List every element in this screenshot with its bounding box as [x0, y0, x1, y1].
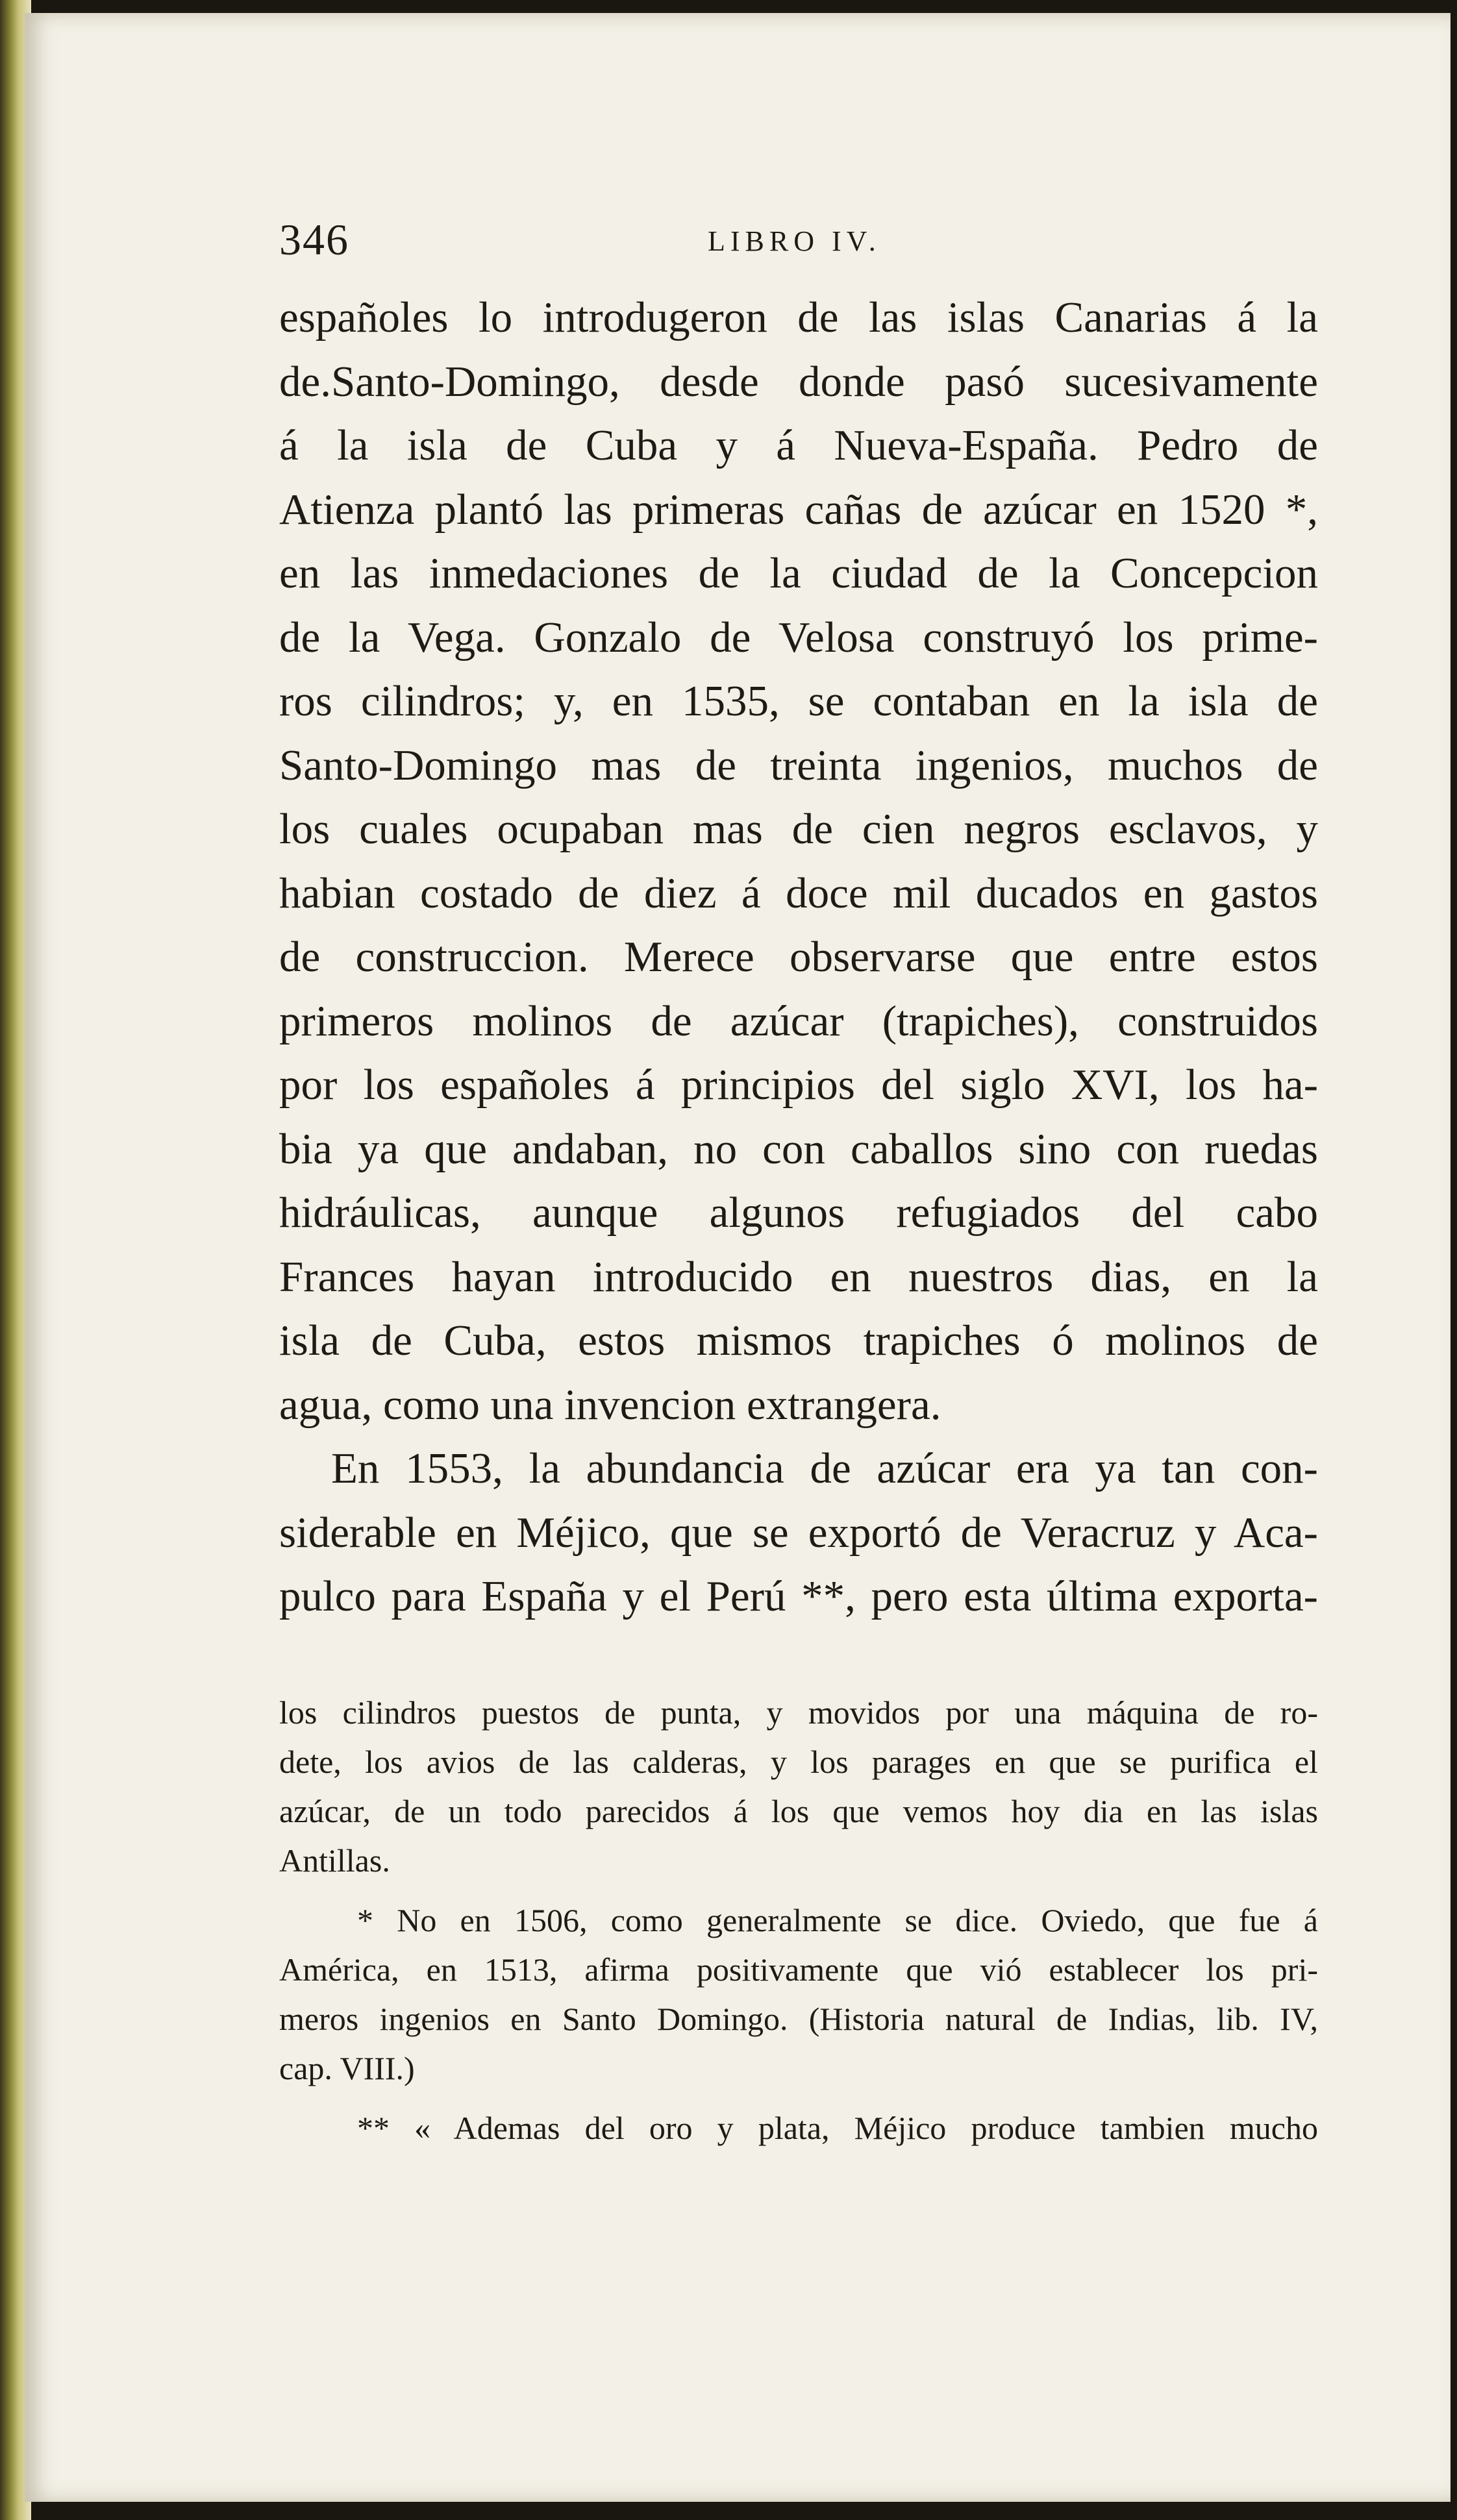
footnote-line: ** « Ademas del oro y plata, Méjico produce tambien mucho: [357, 2110, 1318, 2146]
text-line: de la Vega. Gonzalo de Velosa construyó los prime-: [279, 613, 1318, 661]
text-line: los cuales ocupaban mas de cien negros esclavos, y: [279, 805, 1318, 853]
footnote-line: meros ingenios en Santo Domingo. (Historia natural de Indias, lib. IV,: [279, 2001, 1318, 2037]
text-line: Santo-Domingo mas de treinta ingenios, muchos de: [279, 741, 1318, 789]
text-line: ros cilindros; y, en 1535, se contaban en la isla de: [279, 677, 1318, 725]
text-line: agua, como una invencion extrangera.: [279, 1380, 941, 1429]
page-number: 346: [279, 215, 349, 264]
text-line: primeros molinos de azúcar (trapiches), construidos: [279, 996, 1318, 1045]
text-line: hidráulicas, aunque algunos refugiados del cabo: [279, 1189, 1318, 1237]
text-line: habian costado de diez á doce mil ducados en gastos: [279, 869, 1318, 917]
footnote-line: azúcar, de un todo parecidos á los que vemos hoy dia en las islas: [279, 1793, 1318, 1829]
text-line: siderable en Méjico, que se exportó de Veracruz y Aca-: [279, 1508, 1318, 1557]
footnote-line: América, en 1513, afirma positivamente que vió establecer los pri-: [279, 1951, 1318, 1988]
text-line: Frances hayan introducido en nuestros dias, en la: [279, 1252, 1318, 1301]
text-line: españoles lo introdugeron de las islas Canarias á la: [279, 293, 1318, 341]
text-line: á la isla de Cuba y á Nueva-España. Pedro de: [279, 421, 1318, 469]
body-text: [279, 286, 1318, 1629]
text-line: de construccion. Merece observarse que entre estos: [279, 933, 1318, 981]
text-line: en las inmedaciones de la ciudad de la Concepcion: [279, 549, 1318, 597]
text-line: por los españoles á principios del siglo XVI, los ha-: [279, 1061, 1318, 1109]
page-header: [279, 214, 1314, 266]
footnote-line: cap. VIII.): [279, 2050, 415, 2086]
text-line: bia ya que andaban, no con caballos sino con ruedas: [279, 1124, 1318, 1173]
text-line: Atienza plantó las primeras cañas de azúcar en 1520 *,: [279, 485, 1318, 534]
footnote-line: Antillas.: [279, 1842, 390, 1879]
text-line: En 1553, la abundancia de azúcar era ya tan con-: [331, 1444, 1318, 1492]
text-line: de.Santo-Domingo, desde donde pasó sucesivamente: [279, 357, 1318, 406]
text-line: isla de Cuba, estos mismos trapiches ó molinos de: [279, 1316, 1318, 1365]
footnote-line: los cilindros puestos de punta, y movidos por una máquina de ro-: [279, 1694, 1318, 1731]
footnotes: [279, 1688, 1318, 2153]
footnote-line: * No en 1506, como generalmente se dice. Oviedo, que fue á: [357, 1902, 1318, 1938]
running-title: LIBRO IV.: [708, 225, 881, 257]
text-line: pulco para España y el Perú **, pero esta última exporta-: [279, 1572, 1318, 1620]
footnote-line: dete, los avios de las calderas, y los parages en que se purifica el: [279, 1744, 1318, 1780]
